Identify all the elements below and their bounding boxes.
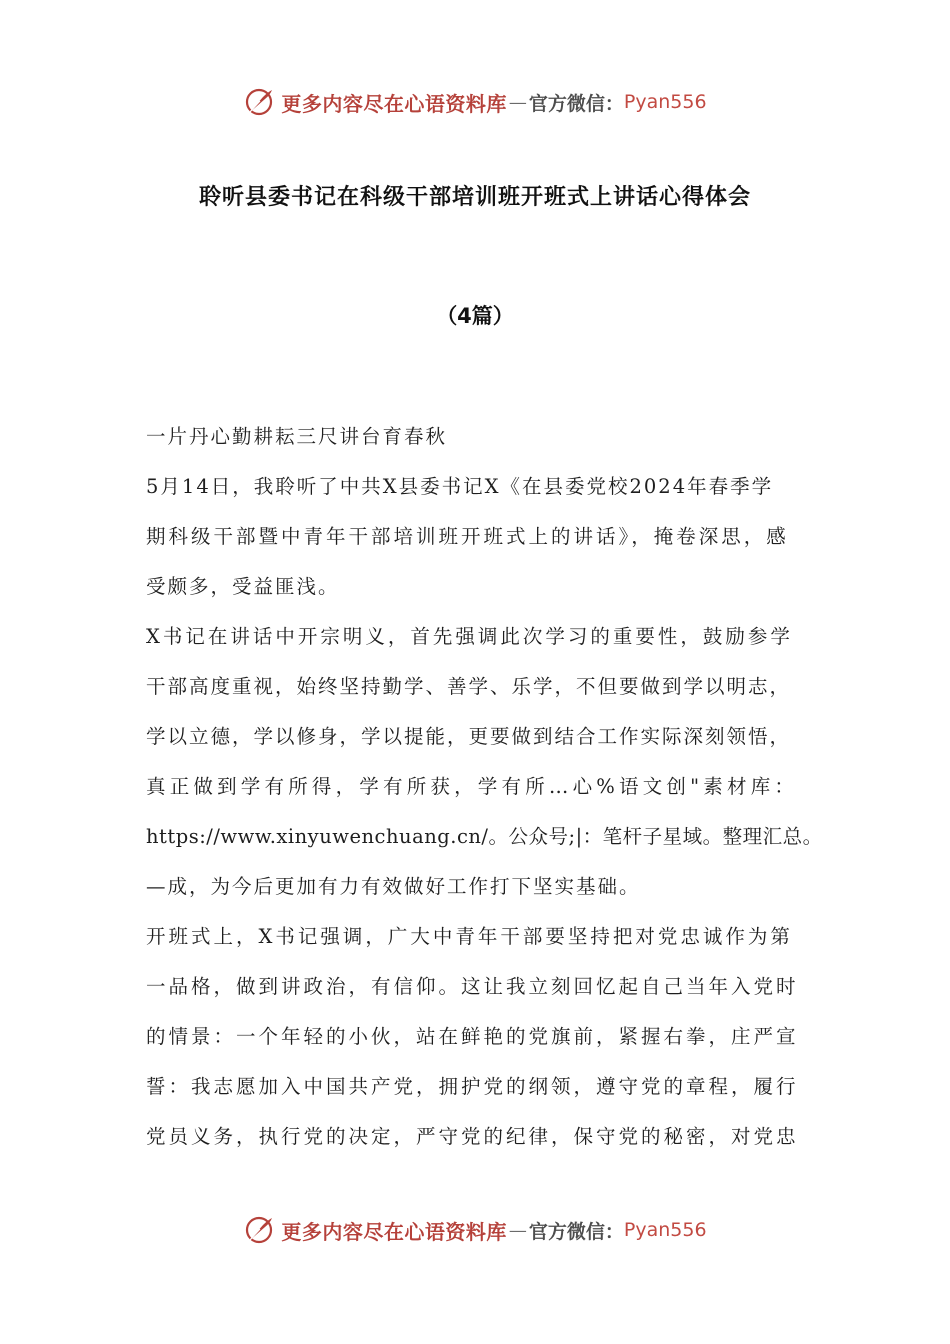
paragraph-line: 干部高度重视，始终坚持勤学、善学、乐学，不但要做到学以明志， xyxy=(146,675,792,698)
banner-dash: — xyxy=(508,91,527,113)
paragraph-line: 的情景：一个年轻的小伙，站在鲜艳的党旗前，紧握右拳，庄严宣 xyxy=(146,1025,799,1048)
quill-logo-icon xyxy=(243,1214,275,1246)
document-subtitle: （4篇） xyxy=(436,304,514,328)
banner-wechat-label: 官方微信： xyxy=(528,92,624,115)
quill-logo-icon xyxy=(243,86,275,118)
banner-dash: — xyxy=(508,1219,527,1241)
document-body xyxy=(146,420,822,1170)
paragraph-line: https://www.xinyuwenchuang.cn/。公众号;|：笔杆子星域。整理汇总。 xyxy=(146,825,823,848)
paragraph-line: 期科级干部暨中青年干部培训班开班式上的讲话》，掩卷深思，感 xyxy=(146,525,789,548)
paragraph-line: 一品格，做到讲政治，有信仰。这让我立刻回忆起自己当年入党时 xyxy=(146,975,799,998)
paragraph-line: 5月14日，我聆听了中共X县委书记X《在县委党校2024年春季学 xyxy=(146,475,774,498)
paragraph-line: 受颇多，受益匪浅。 xyxy=(146,575,340,598)
paragraph-line: 真正做到学有所得，学有所获，学有所…心%语文创"素材库： xyxy=(146,775,799,798)
banner-wechat-label: 官方微信： xyxy=(528,1220,624,1243)
footer-banner xyxy=(0,1208,950,1252)
section-heading: 一片丹心勤耕耘三尺讲台育春秋 xyxy=(146,425,448,448)
paragraph-line: —成，为今后更加有力有效做好工作打下坚实基础。 xyxy=(146,875,641,898)
banner-slogan: 更多内容尽在心语资料库 xyxy=(281,1219,507,1244)
banner-slogan: 更多内容尽在心语资料库 xyxy=(281,91,507,116)
header-banner xyxy=(0,80,950,124)
paragraph-line: 开班式上，X书记强调，广大中青年干部要坚持把对党忠诚作为第 xyxy=(146,925,793,948)
document-title: 聆听县委书记在科级干部培训班开班式上讲话心得体会 xyxy=(198,185,751,210)
paragraph-line: 誓：我志愿加入中国共产党，拥护党的纲领，遵守党的章程，履行 xyxy=(146,1075,799,1098)
banner-wechat-id: Pyan556 xyxy=(623,1219,707,1241)
paragraph-line: X书记在讲话中开宗明义，首先强调此次学习的重要性，鼓励参学 xyxy=(146,625,793,648)
paragraph-line: 学以立德，学以修身，学以提能，更要做到结合工作实际深刻领悟， xyxy=(146,725,792,748)
paragraph-line: 党员义务，执行党的决定，严守党的纪律，保守党的秘密，对党忠 xyxy=(146,1125,799,1148)
banner-wechat-id: Pyan556 xyxy=(623,91,707,113)
